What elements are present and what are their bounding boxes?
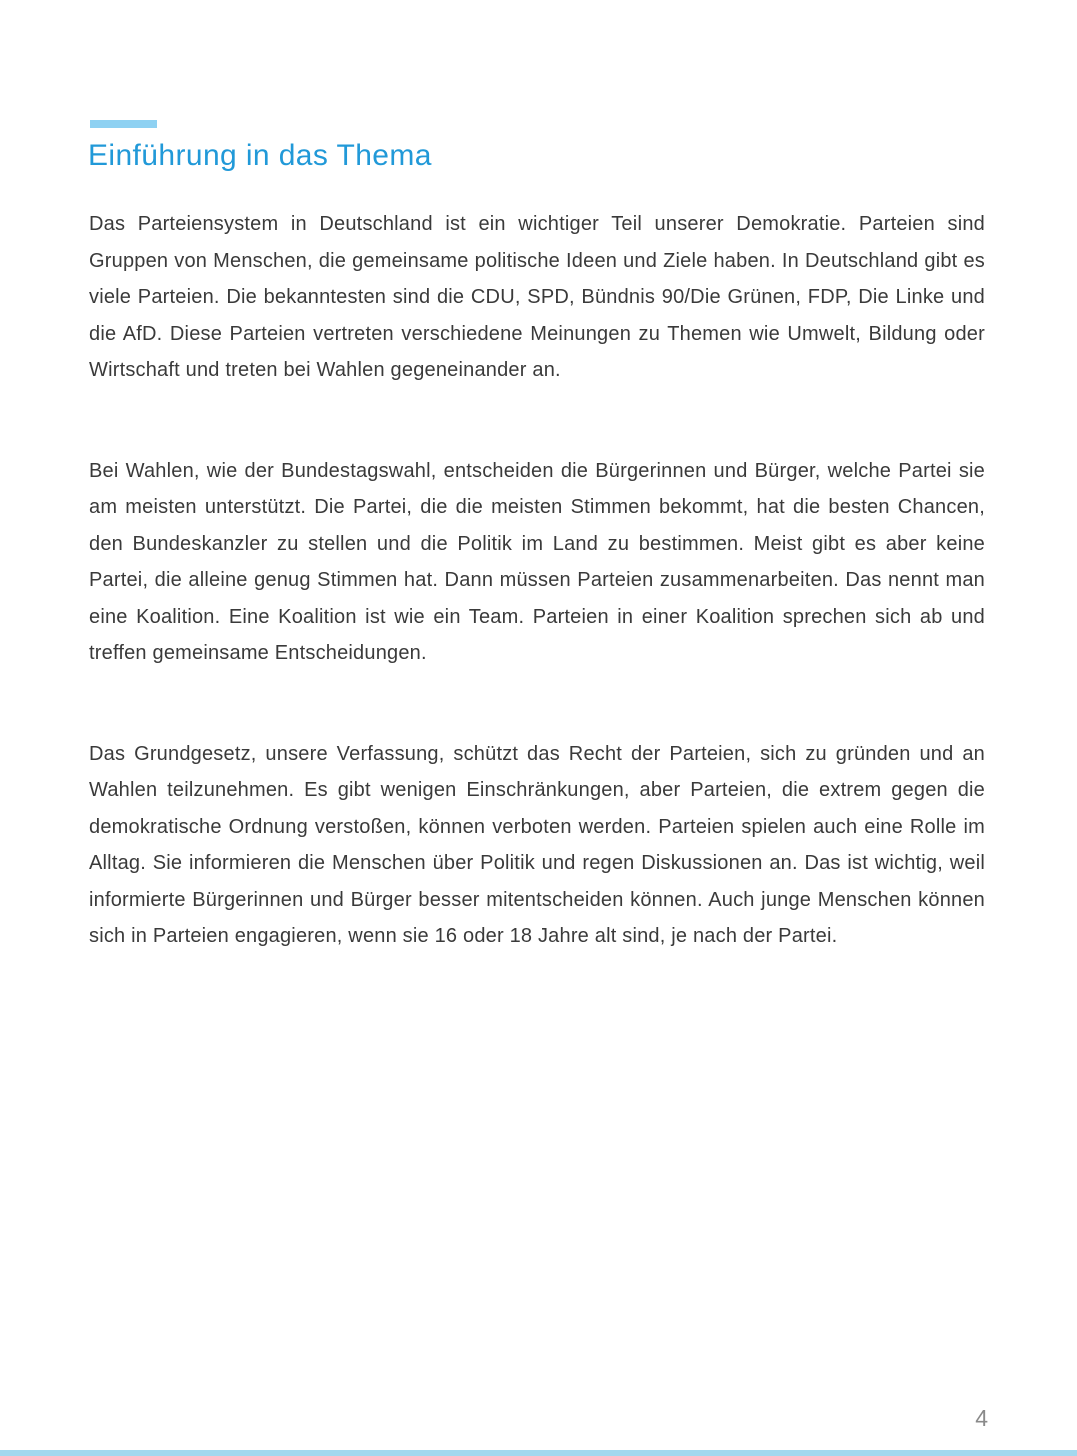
body-paragraph: Bei Wahlen, wie der Bundestagswahl, entscheiden die Bürgerinnen und Bürger, welche Partei sie am meisten unterstützt. Die Partei, die die meisten Stimmen bekommt, hat die besten Chancen, den Bundeskanzler zu stellen und die Politik im Land zu bestimmen. Meist gibt es aber keine Partei, die alleine genug Stimmen hat. Dann müssen Parteien zusammenarbeiten. Das nennt man eine Koalition. Eine Koalition ist wie ein Team. Parteien in einer Koalition sprechen sich ab und treffen gemeinsame Entscheidungen. — [89, 459, 985, 664]
body-content — [89, 206, 985, 1019]
body-paragraph: Das Grundgesetz, unsere Verfassung, schützt das Recht der Parteien, sich zu gründen und an Wahlen teilzunehmen. Es gibt wenigen Einschränkungen, aber Parteien, die extrem gegen die demokratische Ordnung verstoßen, können verboten werden. Parteien spielen auch eine Rolle im Alltag. Sie informieren die Menschen über Politik und regen Diskussionen an. Das ist wichtig, weil informierte Bürgerinnen und Bürger besser mitentscheiden können. Auch junge Menschen können sich in Parteien engagieren, wenn sie 16 oder 18 Jahre alt sind, je nach der Partei. — [89, 742, 985, 947]
body-paragraph: Das Parteiensystem in Deutschland ist ein wichtiger Teil unserer Demokratie. Parteien sind Gruppen von Menschen, die gemeinsame politische Ideen und Ziele haben. In Deutschland gibt es viele Parteien. Die bekanntesten sind die CDU, SPD, Bündnis 90/Die Grünen, FDP, Die Linke und die AfD. Diese Parteien vertreten verschiedene Meinungen zu Themen wie Umwelt, Bildung oder Wirtschaft und treten bei Wahlen gegeneinander an. — [89, 213, 985, 381]
page-number: 4 — [975, 1405, 988, 1431]
page-title: Einführung in das Thema — [88, 139, 432, 172]
footer-accent-bar — [0, 1450, 1077, 1456]
heading-accent-bar — [90, 120, 157, 128]
